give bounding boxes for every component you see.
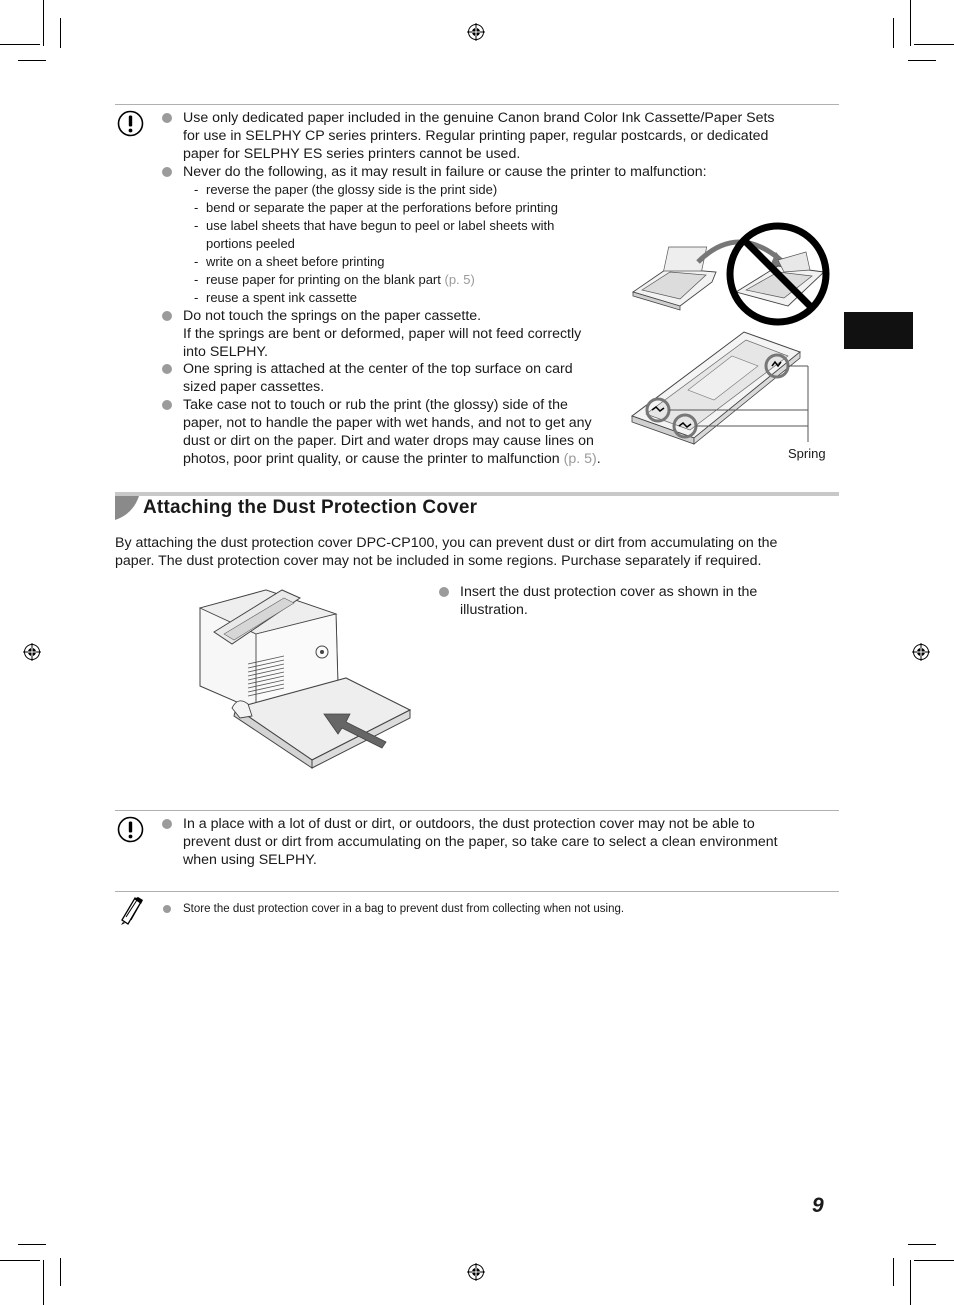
caution-text: One spring is attached at the center of the top surface on card bbox=[183, 361, 573, 377]
bullet bbox=[163, 905, 171, 913]
page-reference-link[interactable]: (p. 5) bbox=[444, 272, 475, 287]
bullet bbox=[162, 113, 172, 123]
note-text: Store the dust protection cover in a bag to prevent dust from collecting when not using. bbox=[183, 903, 625, 915]
dash-marker: - bbox=[194, 200, 199, 215]
caution-text: prevent dust or dirt from accumulating on the paper, so take care to select a clean environment bbox=[183, 834, 778, 850]
bullet bbox=[162, 400, 172, 410]
caution-icon bbox=[117, 110, 144, 137]
caution-text: Use only dedicated paper included in the genuine Canon brand Color Ink Cassette/Paper Sets bbox=[183, 110, 775, 126]
dash-marker: - bbox=[194, 182, 199, 197]
registration-mark-icon bbox=[467, 1263, 485, 1281]
chapter-tab bbox=[844, 312, 913, 349]
caution-text: In a place with a lot of dust or dirt, or outdoors, the dust protection cover may not be able to bbox=[183, 816, 755, 832]
registration-mark-icon bbox=[912, 643, 930, 661]
sub-item: reuse a spent ink cassette bbox=[206, 290, 358, 305]
section-marker-icon bbox=[115, 496, 139, 520]
caution-text: when using SELPHY. bbox=[183, 852, 317, 868]
sub-item: reuse paper for printing on the blank part (p. 5) bbox=[206, 272, 475, 287]
section-intro: paper. The dust protection cover may not be included in some regions. Purchase separately if required. bbox=[115, 553, 762, 569]
bullet bbox=[439, 587, 449, 597]
caution-text: Take case not to touch or rub the print (the glossy) side of the bbox=[183, 397, 568, 413]
caution-text: sized paper cassettes. bbox=[183, 379, 325, 395]
sub-item: write on a sheet before printing bbox=[206, 254, 385, 269]
bullet bbox=[162, 364, 172, 374]
page-reference-link[interactable]: (p. 5) bbox=[563, 451, 597, 467]
caution-top-rule bbox=[115, 810, 839, 811]
caution-text: photos, poor print quality, or cause the printer to malfunction (p. 5). bbox=[183, 451, 601, 467]
caution-text: for use in SELPHY CP series printers. Regular printing paper, regular postcards, or dedicated bbox=[183, 128, 769, 144]
caution-top-rule bbox=[115, 104, 839, 105]
registration-mark-icon bbox=[23, 643, 41, 661]
caution-text: Do not touch the springs on the paper cassette. bbox=[183, 308, 482, 324]
pencil-note-icon bbox=[117, 896, 144, 926]
bullet bbox=[162, 311, 172, 321]
bullet bbox=[162, 819, 172, 829]
caution-icon bbox=[117, 816, 144, 843]
dash-marker: - bbox=[194, 254, 199, 269]
dash-marker: - bbox=[194, 272, 199, 287]
caution-text: If the springs are bent or deformed, paper will not feed correctly bbox=[183, 326, 582, 342]
printer-dust-cover-illustration bbox=[196, 586, 412, 770]
spring-label: Spring bbox=[788, 446, 826, 461]
caution-text: into SELPHY. bbox=[183, 344, 268, 360]
dash-marker: - bbox=[194, 290, 199, 305]
registration-mark-icon bbox=[467, 23, 485, 41]
step-text: Insert the dust protection cover as shown in the bbox=[460, 584, 758, 600]
sub-item: bend or separate the paper at the perforations before printing bbox=[206, 200, 558, 215]
sub-item: portions peeled bbox=[206, 236, 295, 251]
caution-text: paper for SELPHY ES series printers cannot be used. bbox=[183, 146, 521, 162]
caution-text: paper, not to handle the paper with wet hands, and not to get any bbox=[183, 415, 592, 431]
caution-text: dust or dirt on the paper. Dirt and water drops may cause lines on bbox=[183, 433, 594, 449]
page-number: 9 bbox=[812, 1194, 824, 1217]
section-intro: By attaching the dust protection cover DPC-CP100, you can prevent dust or dirt from accumulating on the bbox=[115, 535, 778, 551]
sub-item: reverse the paper (the glossy side is the print side) bbox=[206, 182, 498, 197]
dash-marker: - bbox=[194, 218, 199, 233]
sub-item: use label sheets that have begun to peel or label sheets with bbox=[206, 218, 555, 233]
step-text: illustration. bbox=[460, 602, 528, 618]
cassette-spring-illustration bbox=[628, 330, 828, 448]
cassette-prohibited-illustration bbox=[628, 222, 833, 330]
note-top-rule bbox=[115, 891, 839, 892]
caution-text: Never do the following, as it may result in failure or cause the printer to malfunction: bbox=[183, 164, 707, 180]
bullet bbox=[162, 167, 172, 177]
section-title: Attaching the Dust Protection Cover bbox=[143, 497, 478, 518]
